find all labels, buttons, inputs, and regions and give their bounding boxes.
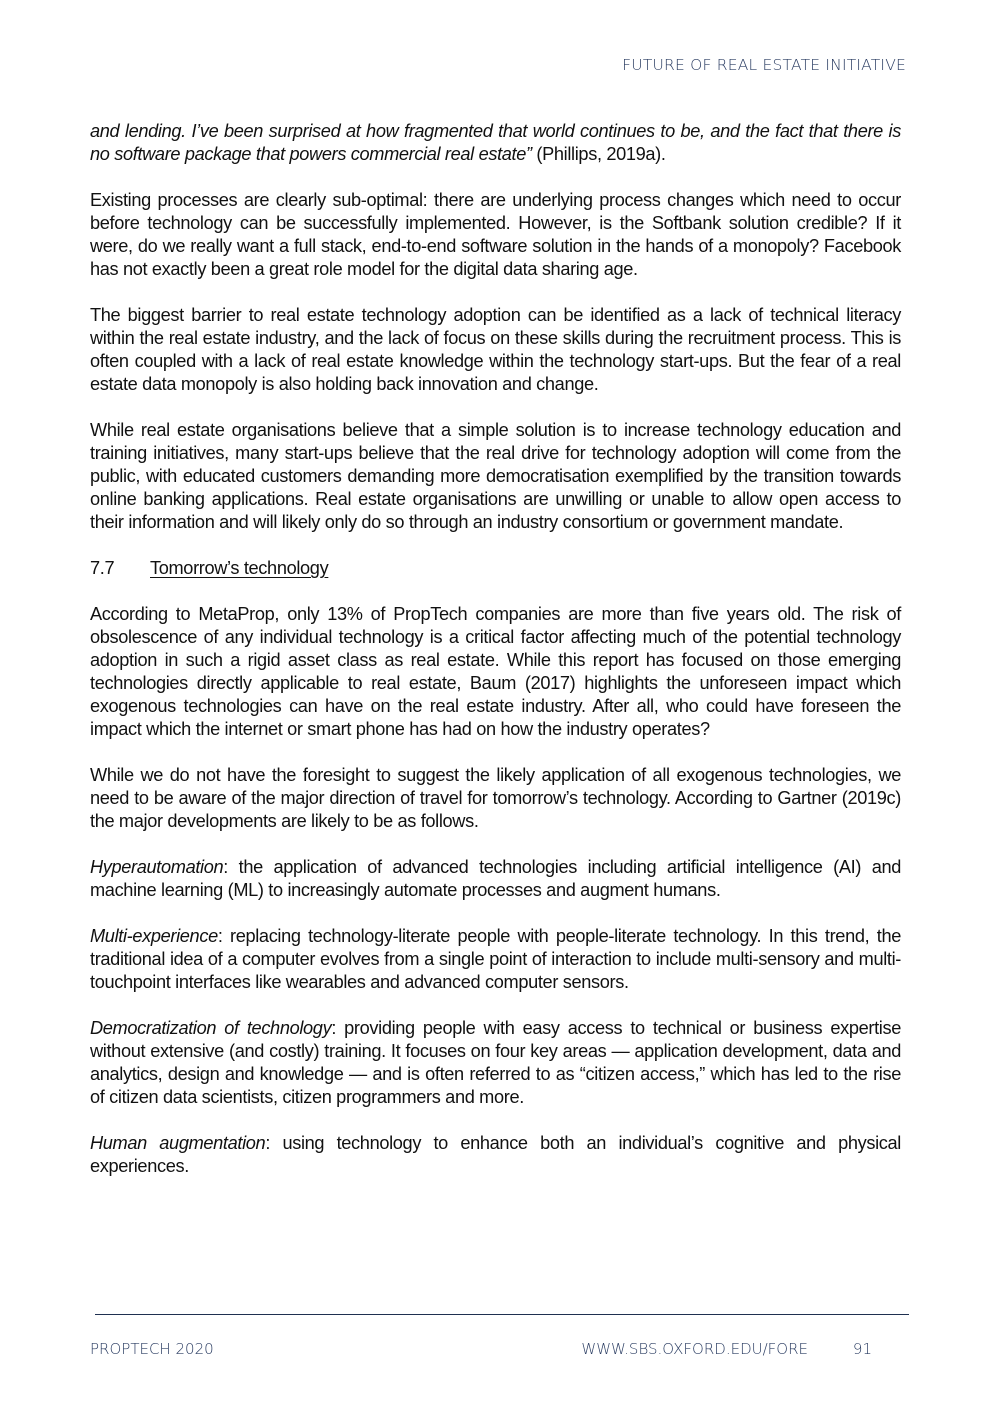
- trend-term: Democratization of technology: [90, 1018, 332, 1038]
- body-text: [90, 120, 901, 1201]
- paragraph-foresight: While we do not have the foresight to suggest the likely application of all exogenous technologies, we need to be aware of the major direction of travel for tomorrow’s technology. According to Gartner (2019c) the major developments are likely to be as follows.: [90, 765, 901, 831]
- paragraph-organisations-belief: While real estate organisations believe that a simple solution is to increase technology education and training initiatives, many start-ups believe that the real drive for technology adoption will come from the public, with educated customers demanding more democratisation exemplified by the transition towards online banking applications. Real estate organisations are unwilling or unable to allow open access to their information and will likely only do so through an industry consortium or government mandate.: [90, 420, 901, 532]
- quote-citation: (Phillips, 2019a).: [531, 144, 666, 164]
- trend-hyperautomation: [90, 856, 901, 902]
- section-number: 7.7: [90, 558, 115, 578]
- trend-description: : providing people with easy access to technical or business expertise without extensive (and costly) training. It focuses on four key areas — application development, data and analytics, design and knowledge — and is often referred to as “citizen access,” which has led to the rise of citizen data scientists, citizen programmers and more.: [90, 1018, 901, 1107]
- footer-url-link[interactable]: WWW.SBS.OXFORD.EDU/FORE: [581, 1340, 808, 1358]
- page-number: 91: [852, 1340, 872, 1358]
- trend-term: Human augmentation: [90, 1133, 266, 1153]
- section-heading: [90, 557, 901, 580]
- running-header: FUTURE OF REAL ESTATE INITIATIVE: [622, 56, 906, 74]
- footer-publication: PROPTECH 2020: [90, 1340, 214, 1358]
- quote-text: and lending. I’ve been surprised at how fragmented that world continues to be, and the fact that there is no software package that powers commercial real estate”: [90, 121, 901, 164]
- trend-description: : the application of advanced technologies including artificial intelligence (AI) and machine learning (ML) to increasingly automate processes and augment humans.: [90, 857, 901, 900]
- paragraph-quote-continuation: [90, 120, 901, 166]
- trend-multi-experience: [90, 925, 901, 994]
- trend-term: Hyperautomation: [90, 857, 224, 877]
- paragraph-biggest-barrier: The biggest barrier to real estate technology adoption can be identified as a lack of technical literacy within the real estate industry, and the lack of focus on these skills during the recruitment process. This is often coupled with a lack of real estate knowledge within the technology start-ups. But the fear of a real estate data monopoly is also holding back innovation and change.: [90, 305, 901, 394]
- trend-description: : replacing technology-literate people with people-literate technology. In this trend, the traditional idea of a computer evolves from a single point of interaction to include multi-sensory and multi-touchpoint interfaces like wearables and advanced computer sensors.: [90, 926, 901, 992]
- footer-divider: [95, 1314, 909, 1315]
- paragraph-existing-processes: Existing processes are clearly sub-optimal: there are underlying process changes which need to occur before technology can be successfully implemented. However, is the Softbank solution credible? If it were, do we really want a full stack, end-to-end software solution in the hands of a monopoly? Facebook has not exactly been a great role model for the digital data sharing age.: [90, 190, 901, 279]
- trend-term: Multi-experience: [90, 926, 218, 946]
- paragraph-metaprop: According to MetaProp, only 13% of PropTech companies are more than five years old. The risk of obsolescence of any individual technology is a critical factor affecting much of the potential technology adoption in such a rigid asset class as real estate. While this report has focused on those emerging technologies directly applicable to real estate, Baum (2017) highlights the unforeseen impact which exogenous technologies can have on the real estate industry. After all, who could have foreseen the impact which the internet or smart phone has had on how the industry operates?: [90, 604, 901, 739]
- trend-democratization: [90, 1017, 901, 1109]
- section-title: Tomorrow’s technology: [150, 558, 329, 578]
- trend-human-augmentation: [90, 1132, 901, 1178]
- trend-description: : using technology to enhance both an individual’s cognitive and physical experiences.: [90, 1133, 901, 1176]
